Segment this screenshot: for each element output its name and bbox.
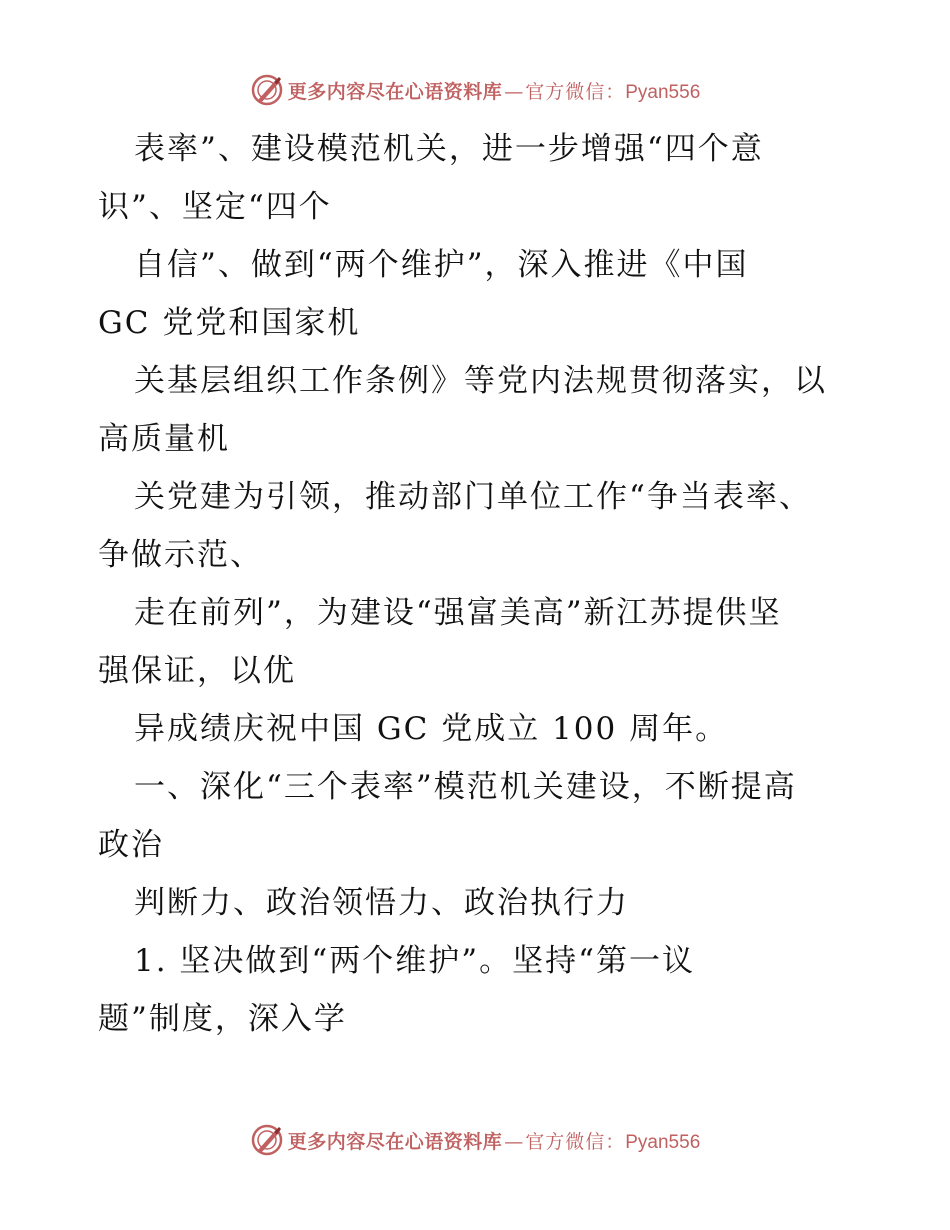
body-text-line: 表率”、建设模范机关，进一步增强“四个意 <box>134 131 764 167</box>
banner-wechat-account: Pyan556 <box>625 1131 701 1153</box>
banner-text <box>288 1127 701 1154</box>
body-text-line: 判断力、政治领悟力、政治执行力 <box>134 885 629 921</box>
body-text-line: 高质量机 <box>98 421 230 457</box>
body-text-line: 1. 坚决做到“两个维护”。坚持“第一议 <box>134 943 695 979</box>
banner-wechat-label: 官方微信： <box>525 80 626 103</box>
pen-logo-icon <box>250 1123 284 1157</box>
banner-dash: — <box>504 1130 524 1153</box>
document-body <box>98 120 868 1048</box>
body-text-line: 题”制度，深入学 <box>98 1001 347 1037</box>
banner-dash: — <box>504 80 524 103</box>
body-text-line: 争做示范、 <box>98 537 263 573</box>
body-text-line: 强保证，以优 <box>98 653 296 689</box>
banner-main-text: 更多内容尽在心语资料库 <box>287 1130 503 1153</box>
body-text-line: 政治 <box>98 827 164 863</box>
banner-wechat-label: 官方微信： <box>525 1130 626 1153</box>
header-watermark-banner <box>0 68 950 112</box>
body-text-line: GC 党党和国家机 <box>98 305 361 341</box>
footer-watermark-banner <box>0 1118 950 1162</box>
body-text-line: 自信”、做到“两个维护”，深入推进《中国 <box>134 247 749 283</box>
body-text-line: 一、深化“三个表率”模范机关建设，不断提高 <box>134 769 797 805</box>
body-text-line: 识”、坚定“四个 <box>98 189 332 225</box>
body-text-line: 异成绩庆祝中国 GC 党成立 100 周年。 <box>134 711 729 747</box>
body-text-line: 关党建为引领，推动部门单位工作“争当表率、 <box>134 479 812 515</box>
pen-logo-icon <box>250 73 284 107</box>
banner-main-text: 更多内容尽在心语资料库 <box>287 80 503 103</box>
banner-text <box>288 77 701 104</box>
body-text-line: 走在前列”，为建设“强富美高”新江苏提供坚 <box>134 595 782 631</box>
banner-wechat-account: Pyan556 <box>625 81 701 103</box>
body-text-line: 关基层组织工作条例》等党内法规贯彻落实，以 <box>134 363 827 399</box>
